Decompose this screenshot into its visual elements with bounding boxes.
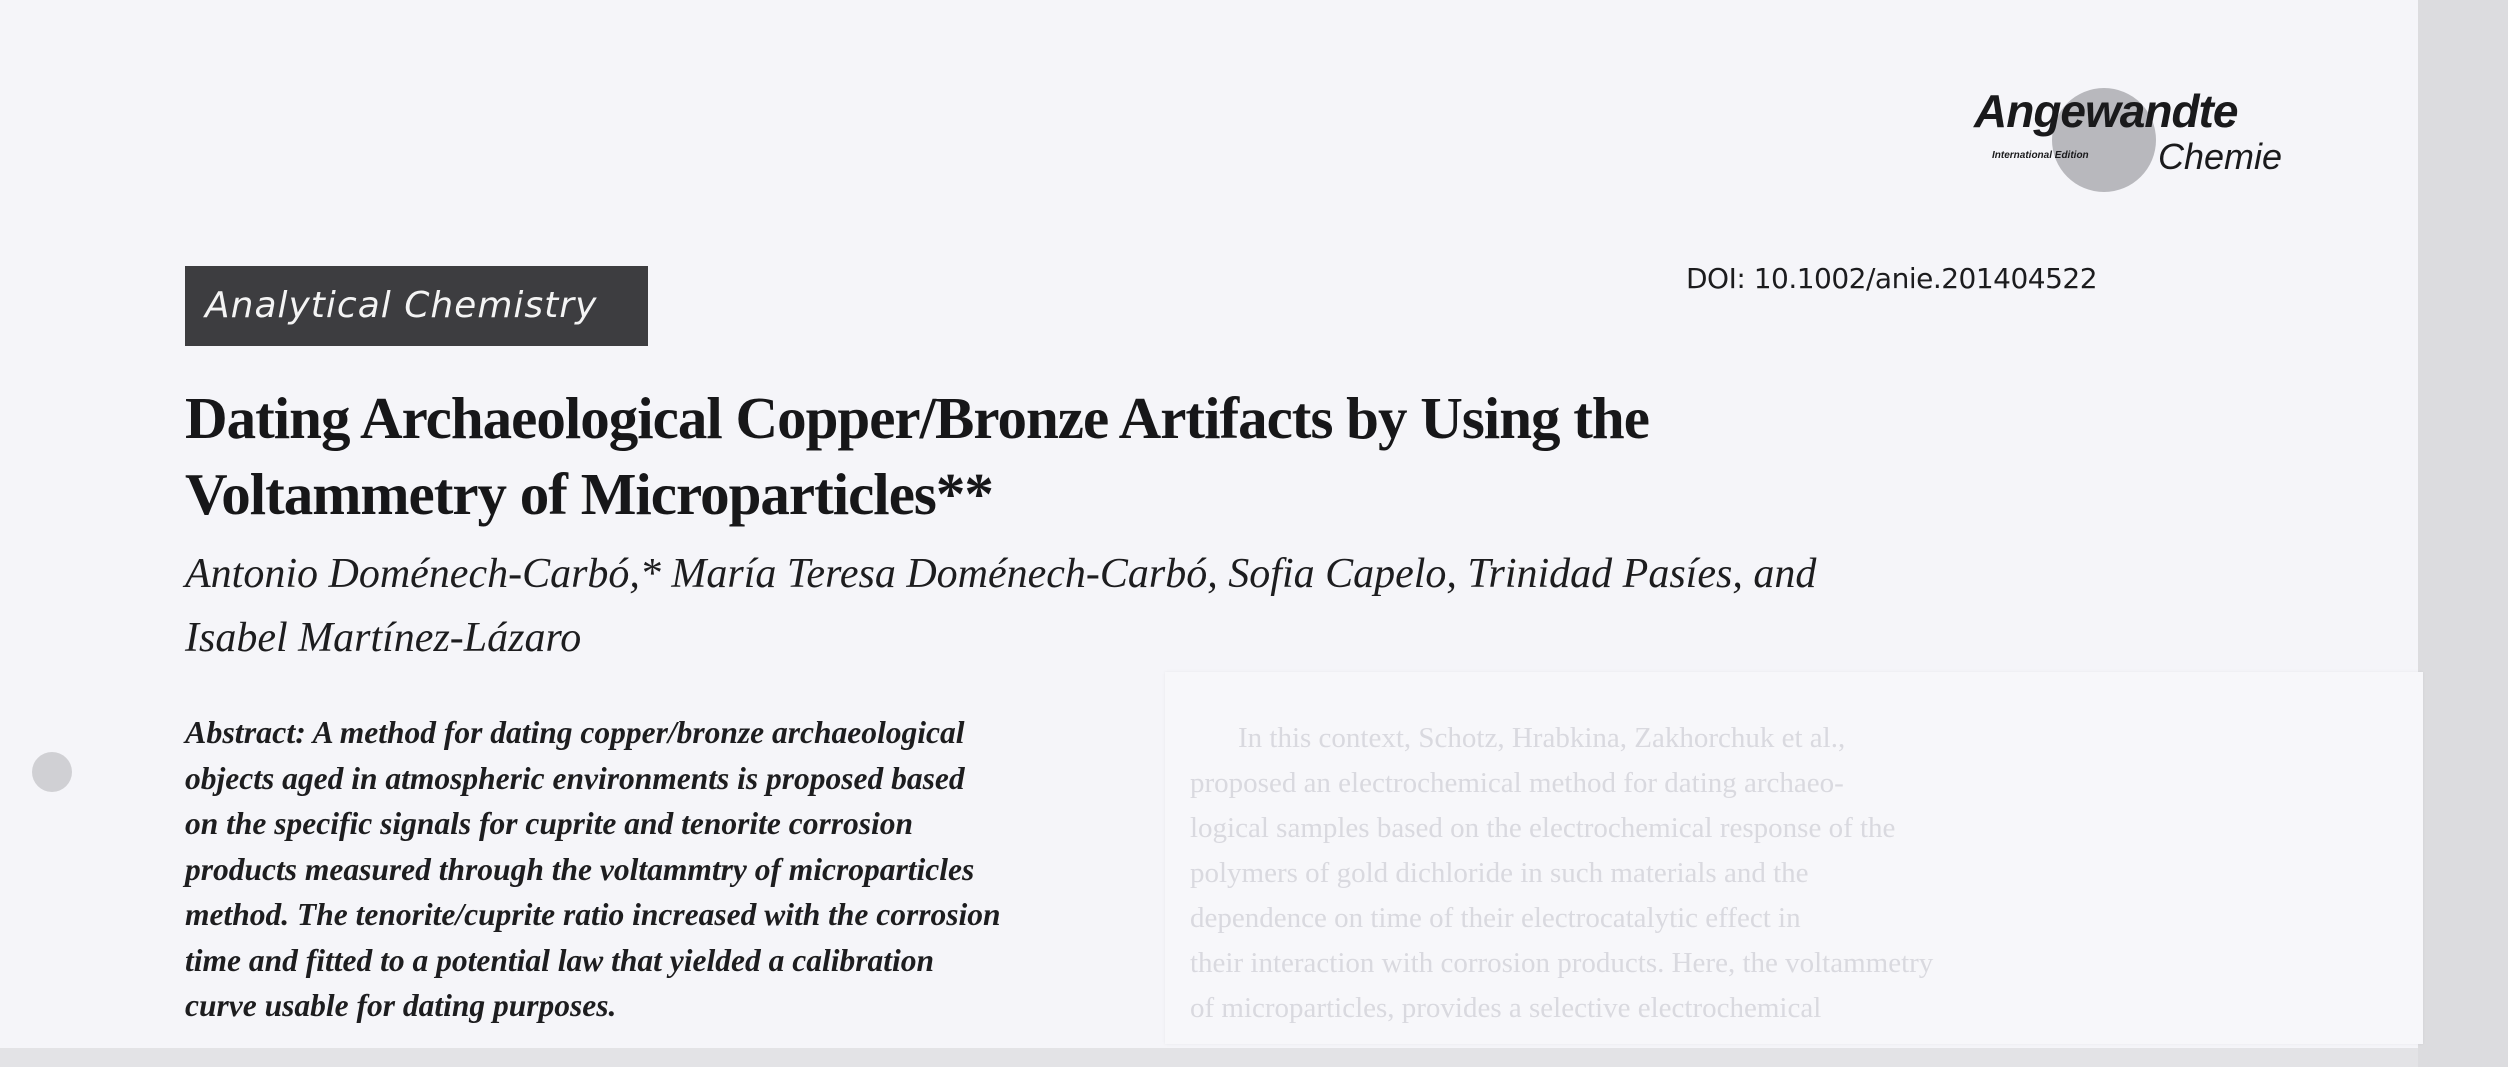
faded-line: of microparticles, provides a selective electrochemical (1190, 992, 1822, 1024)
logo-subtitle: International Edition (1992, 150, 2089, 161)
abstract-line: method. The tenorite/cuprite ratio increased with the corrosion (185, 897, 1001, 932)
faded-line: In this context, Schotz, Hrabkina, Zakhorchuk et al., (1238, 722, 1846, 754)
abstract-line: on the specific signals for cuprite and tenorite corrosion (185, 806, 914, 841)
faded-line: dependence on time of their electrocatalytic effect in (1190, 902, 1801, 934)
author-list (185, 542, 2195, 670)
abstract (185, 710, 1130, 1029)
punch-hole-mark (32, 752, 72, 792)
doi: DOI: 10.1002/anie.201404522 (1686, 262, 2098, 295)
abstract-line: curve usable for dating purposes. (185, 988, 617, 1023)
abstract-line: products measured through the voltammtry of microparticles (185, 851, 975, 887)
article-title (185, 380, 2035, 532)
faded-line: logical samples based on the electrochemical response of the (1190, 812, 1896, 844)
faded-body-text (1190, 716, 2150, 1031)
faded-line: their interaction with corrosion products. Here, the voltammetry (1190, 947, 1934, 979)
faded-line: polymers of gold dichloride in such materials and the (1190, 857, 1809, 889)
authors-line: Antonio Doménech-Carbó,* María Teresa Doménech-Carbó, Sofia Capelo, Trinidad Pasíes, and (185, 551, 1817, 597)
logo-word: Angewandte (1974, 85, 2238, 137)
abstract-line: objects aged in atmospheric environments is proposed based (185, 760, 965, 796)
authors-line: Isabel Martínez-Lázaro (185, 615, 582, 661)
scanner-edge-bottom (0, 1048, 2418, 1067)
section-label: Analytical Chemistry (185, 266, 648, 346)
journal-logo (1960, 80, 2283, 200)
title-line: Dating Archaeological Copper/Bronze Artifacts by Using the (185, 385, 1649, 451)
abstract-line: time and fitted to a potential law that yielded a calibration (185, 942, 934, 978)
title-line: Voltammetry of Microparticles** (185, 461, 993, 527)
logo-chemie: Chemie (2158, 136, 2283, 177)
abstract-line (185, 710, 1130, 756)
faded-line: proposed an electrochemical method for dating archaeo- (1190, 767, 1844, 799)
scanner-edge-right (2418, 0, 2508, 1067)
abstract-line-text: A method for dating copper/bronze archaeological (305, 715, 965, 750)
abstract-label: Abstract: (185, 714, 306, 750)
